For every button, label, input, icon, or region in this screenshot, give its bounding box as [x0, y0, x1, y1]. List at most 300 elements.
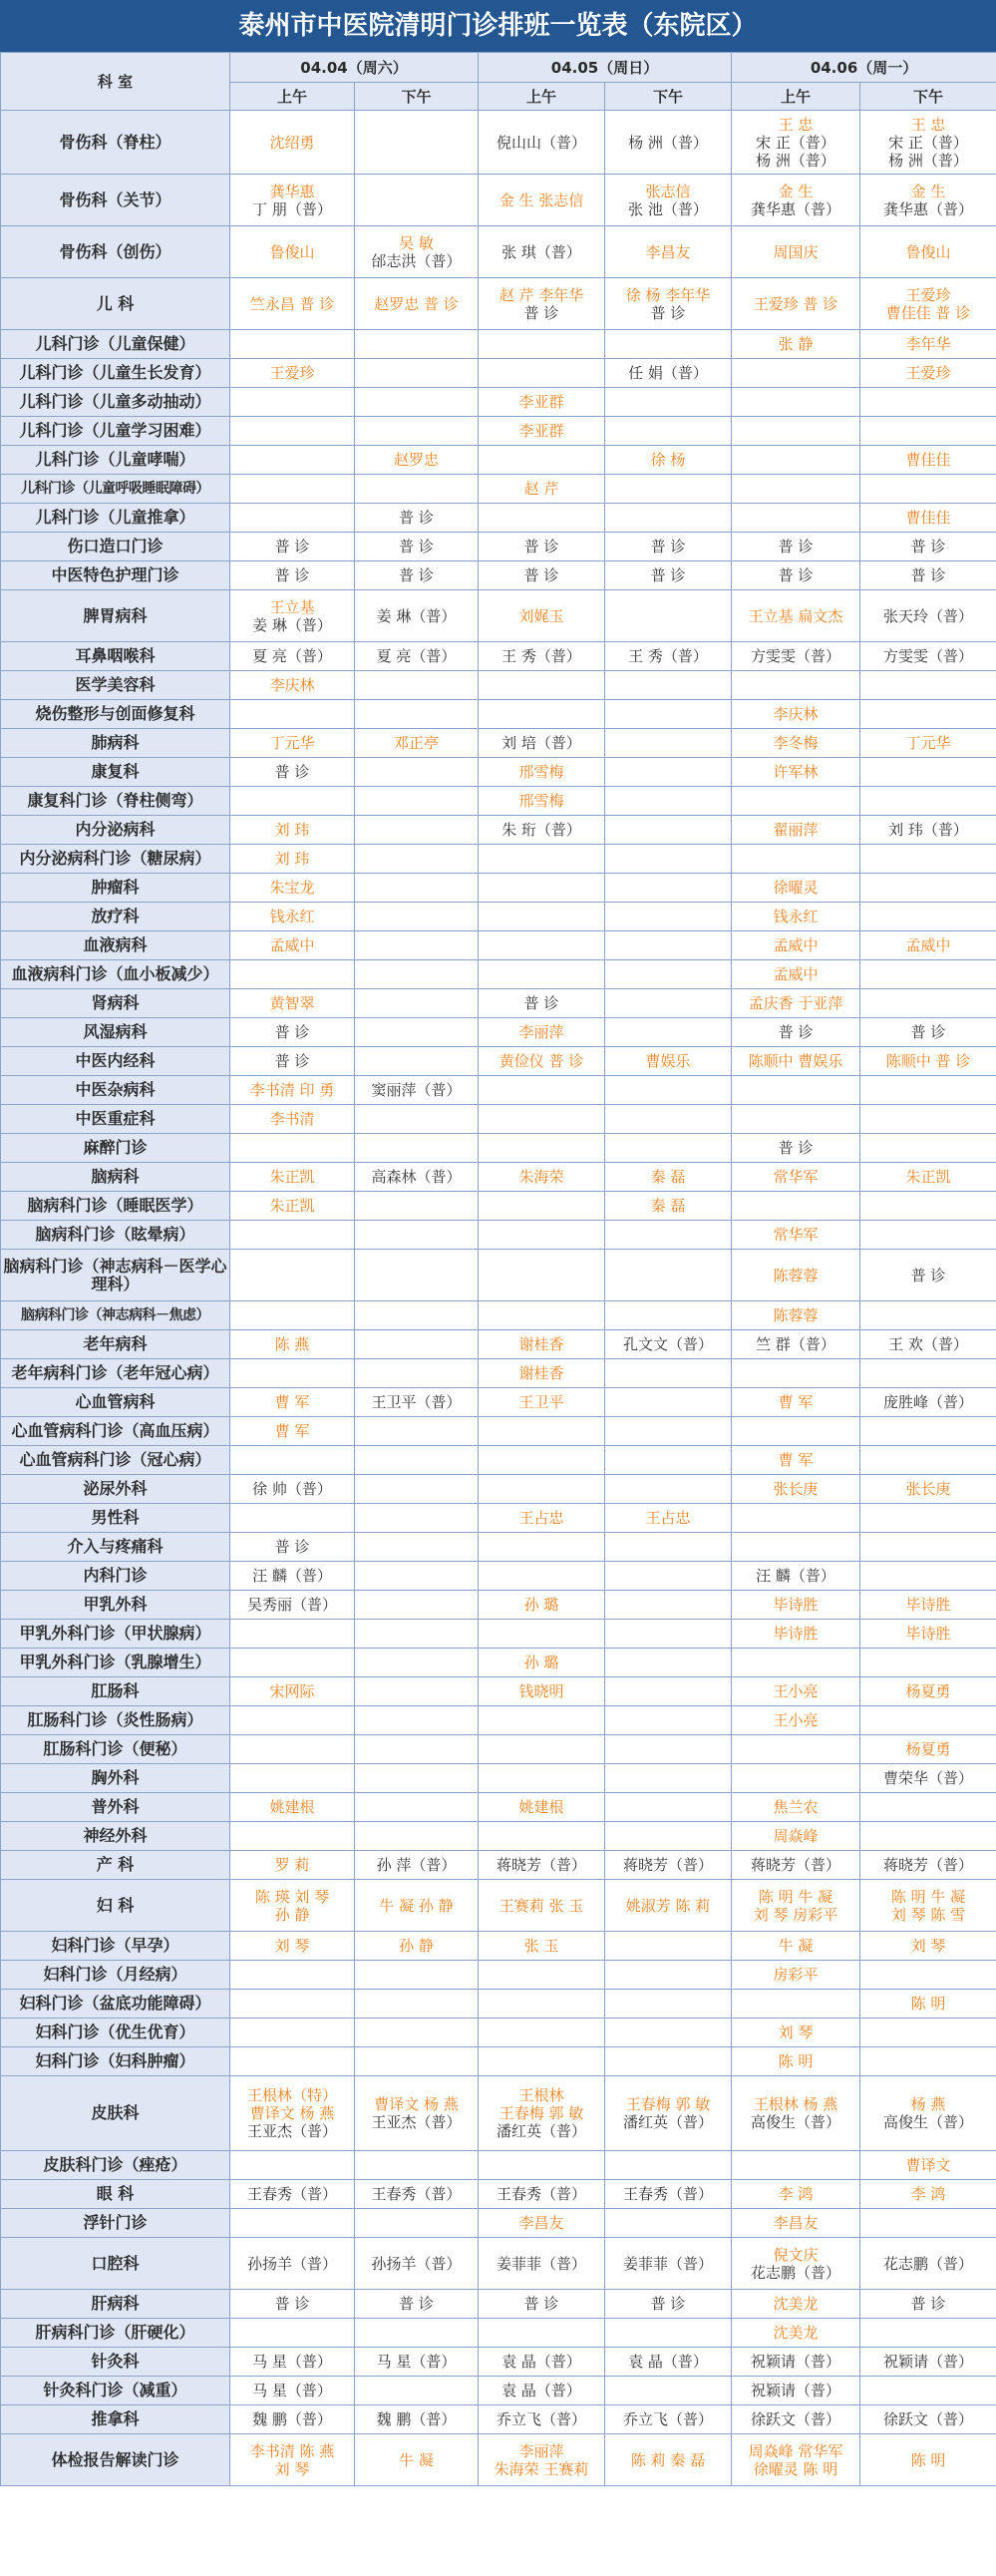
schedule-cell — [479, 1192, 605, 1221]
expert-doctor: 陈顺中 普 诊 — [885, 1052, 971, 1070]
department-name: 内分泌病科 — [1, 816, 230, 845]
general-clinic: 普 诊 — [523, 538, 559, 555]
schedule-cell — [860, 816, 996, 845]
expert-doctor: 孟威中 — [269, 936, 315, 954]
general-clinic: 徐跃文（普） — [751, 2410, 841, 2428]
schedule-cell — [732, 388, 860, 417]
expert-doctor: 张 静 — [778, 335, 814, 353]
expert-doctor: 陈 莉 秦 磊 — [630, 2450, 706, 2469]
table-row — [1, 1735, 996, 1764]
general-clinic: 杨 洲（普） — [888, 151, 968, 170]
schedule-cell — [860, 758, 996, 787]
schedule-cell — [230, 1250, 355, 1301]
expert-doctor: 刘 琴 — [910, 1937, 946, 1955]
department-name: 针灸科门诊（减重） — [1, 2377, 230, 2405]
schedule-cell — [860, 2405, 996, 2434]
department-name: 骨伤科（创伤） — [1, 226, 230, 278]
schedule-cell — [732, 278, 860, 330]
department-name: 肺病科 — [1, 729, 230, 758]
schedule-cell — [230, 2290, 355, 2319]
expert-doctor: 徐 杨 — [650, 451, 686, 469]
department-name: 皮肤科门诊（痤疮） — [1, 2151, 230, 2180]
schedule-cell — [605, 787, 732, 816]
schedule-cell — [355, 417, 479, 446]
schedule-cell — [605, 903, 732, 931]
schedule-cell — [732, 1163, 860, 1192]
schedule-cell — [355, 787, 479, 816]
schedule-cell — [605, 1417, 732, 1446]
schedule-cell — [605, 1620, 732, 1649]
expert-doctor: 李昌友 — [773, 2214, 819, 2232]
expert-doctor: 孟威中 — [773, 965, 819, 983]
expert-doctor: 刘 琴 — [778, 2024, 814, 2041]
general-clinic: 宋 正（普） — [756, 133, 835, 152]
expert-doctor: 李丽萍 — [518, 1023, 564, 1041]
table-row — [1, 278, 996, 330]
table-row — [1, 1417, 996, 1446]
schedule-cell — [860, 2238, 996, 2290]
expert-doctor: 刘 玮 — [274, 821, 310, 839]
expert-doctor: 牛 凝 — [399, 2450, 434, 2469]
expert-doctor: 邢雪梅 — [518, 763, 564, 781]
general-clinic: 普 诊 — [523, 566, 559, 584]
department-name: 肿瘤科 — [1, 874, 230, 903]
schedule-cell — [230, 1880, 355, 1932]
general-clinic: 祝颖请（普） — [751, 2382, 841, 2399]
department-name: 口腔科 — [1, 2238, 230, 2290]
schedule-cell — [355, 1417, 479, 1446]
general-clinic: 普 诊 — [910, 538, 946, 555]
table-row — [1, 989, 996, 1018]
schedule-cell — [605, 1018, 732, 1047]
expert-doctor: 钱永红 — [269, 908, 315, 925]
table-row — [1, 671, 996, 700]
schedule-cell — [860, 1417, 996, 1446]
schedule-cell — [605, 2151, 732, 2180]
expert-doctor: 毕诗胜 — [773, 1625, 819, 1643]
schedule-cell — [230, 874, 355, 903]
schedule-cell — [605, 989, 732, 1018]
schedule-cell — [230, 1134, 355, 1163]
schedule-cell — [732, 446, 860, 475]
schedule-cell — [605, 2019, 732, 2047]
schedule-cell — [479, 1047, 605, 1076]
schedule-cell — [355, 903, 479, 931]
general-clinic: 潘红英（普） — [497, 2122, 587, 2140]
schedule-cell — [860, 931, 996, 960]
department-name: 儿科门诊（儿童推拿） — [1, 504, 230, 533]
department-name: 血液病科门诊（血小板减少） — [1, 960, 230, 989]
expert-doctor: 周焱峰 常华军 — [748, 2441, 843, 2460]
expert-doctor: 徐 杨 李年华 — [625, 285, 711, 304]
schedule-cell — [479, 417, 605, 446]
schedule-cell — [479, 1562, 605, 1591]
department-name: 甲乳外科 — [1, 1591, 230, 1620]
schedule-cell — [732, 758, 860, 787]
schedule-cell — [479, 1591, 605, 1620]
pm-header: 下午 — [355, 83, 479, 111]
schedule-cell — [732, 2405, 860, 2434]
general-clinic: 王 秀（普） — [628, 647, 708, 665]
department-name: 产 科 — [1, 1851, 230, 1880]
schedule-cell — [605, 671, 732, 700]
department-name: 甲乳外科门诊（甲状腺病） — [1, 1620, 230, 1649]
schedule-cell — [732, 1192, 860, 1221]
general-clinic: 蒋晓芳（普） — [623, 1856, 714, 1874]
schedule-cell — [605, 1990, 732, 2019]
general-clinic: 乔立飞（普） — [497, 2410, 587, 2428]
table-row — [1, 359, 996, 388]
general-clinic: 姜 琳（普） — [376, 606, 457, 625]
table-row — [1, 446, 996, 475]
schedule-cell — [355, 1134, 479, 1163]
expert-doctor: 秦 磊 — [650, 1168, 686, 1186]
schedule-body — [1, 111, 996, 2486]
schedule-cell — [732, 226, 860, 278]
expert-doctor: 宋网际 — [269, 1682, 315, 1700]
expert-doctor: 邓正亭 — [394, 734, 440, 752]
general-clinic: 姜菲菲（普） — [497, 2254, 587, 2273]
schedule-cell — [860, 561, 996, 590]
table-row — [1, 226, 996, 278]
schedule-cell — [230, 1221, 355, 1250]
schedule-cell — [355, 1388, 479, 1417]
schedule-cell — [479, 111, 605, 175]
schedule-cell — [605, 2405, 732, 2434]
schedule-cell — [479, 561, 605, 590]
schedule-cell — [355, 278, 479, 330]
general-clinic: 王春秀（普） — [246, 2185, 337, 2203]
schedule-cell — [230, 111, 355, 175]
general-clinic: 王 欢（普） — [888, 1335, 968, 1353]
expert-doctor: 孙 璐 — [523, 1654, 559, 1671]
expert-doctor: 李年华 — [905, 335, 951, 353]
schedule-cell — [230, 446, 355, 475]
table-row — [1, 1301, 996, 1330]
schedule-cell — [605, 1388, 732, 1417]
general-clinic: 普 诊 — [274, 538, 310, 555]
schedule-cell — [605, 845, 732, 874]
schedule-cell — [355, 1359, 479, 1388]
schedule-cell — [230, 1301, 355, 1330]
schedule-cell — [230, 1533, 355, 1562]
schedule-cell — [479, 2377, 605, 2405]
schedule-cell — [479, 1417, 605, 1446]
schedule-cell — [230, 504, 355, 533]
department-name: 男性科 — [1, 1504, 230, 1533]
schedule-cell — [355, 111, 479, 175]
general-clinic: 祝颖请（普） — [883, 2353, 974, 2371]
expert-doctor: 王小亮 — [773, 1682, 819, 1700]
schedule-cell — [355, 1851, 479, 1880]
schedule-cell — [479, 758, 605, 787]
general-clinic: 魏 鹏（普） — [252, 2410, 332, 2428]
schedule-cell — [860, 1961, 996, 1990]
expert-doctor: 钱晓明 — [518, 1682, 564, 1700]
table-row — [1, 1221, 996, 1250]
schedule-cell — [605, 278, 732, 330]
general-clinic: 普 诊 — [274, 1538, 310, 1556]
table-row — [1, 1250, 996, 1301]
general-clinic: 普 诊 — [778, 1023, 814, 1041]
table-row — [1, 1047, 996, 1076]
schedule-cell — [479, 1475, 605, 1504]
schedule-cell — [355, 1706, 479, 1735]
schedule-cell — [732, 2076, 860, 2151]
expert-doctor: 曹佳佳 — [905, 509, 951, 527]
expert-doctor: 龚华惠 — [269, 182, 315, 200]
schedule-cell — [355, 845, 479, 874]
expert-doctor: 刘 玮 — [274, 850, 310, 868]
general-clinic: 普 诊 — [399, 2295, 434, 2313]
schedule-cell — [230, 1163, 355, 1192]
general-clinic: 袁 晶（普） — [501, 2382, 581, 2399]
schedule-cell — [732, 475, 860, 504]
schedule-cell — [732, 561, 860, 590]
schedule-cell — [860, 1851, 996, 1880]
schedule-cell — [355, 2151, 479, 2180]
general-clinic: 袁 晶（普） — [501, 2353, 581, 2371]
schedule-cell — [732, 1793, 860, 1822]
table-row — [1, 330, 996, 359]
general-clinic: 蒋晓芳（普） — [497, 1856, 587, 1874]
schedule-cell — [230, 1047, 355, 1076]
schedule-cell — [230, 175, 355, 226]
table-row — [1, 931, 996, 960]
schedule-cell — [605, 1562, 732, 1591]
expert-doctor: 李庆林 — [269, 676, 315, 694]
schedule-cell — [732, 504, 860, 533]
department-name: 老年病科 — [1, 1330, 230, 1359]
general-clinic: 刘 培（普） — [501, 734, 581, 752]
expert-doctor: 赵 芹 李年华 — [498, 285, 584, 304]
general-clinic: 孙 萍（普） — [376, 1856, 457, 1874]
schedule-cell — [732, 2290, 860, 2319]
schedule-cell — [479, 475, 605, 504]
table-row — [1, 111, 996, 175]
schedule-cell — [860, 2348, 996, 2377]
expert-doctor: 李庆林 — [773, 705, 819, 723]
schedule-cell — [355, 1504, 479, 1533]
schedule-cell — [230, 590, 355, 642]
schedule-cell — [355, 1301, 479, 1330]
department-name: 内分泌病科门诊（糖尿病） — [1, 845, 230, 874]
table-row — [1, 1822, 996, 1851]
schedule-cell — [605, 1764, 732, 1793]
expert-doctor: 陈 明 — [778, 2052, 814, 2070]
schedule-cell — [355, 1735, 479, 1764]
schedule-cell — [355, 874, 479, 903]
schedule-cell — [732, 533, 860, 561]
expert-doctor: 房彩平 — [773, 1966, 819, 1984]
schedule-cell — [355, 2019, 479, 2047]
schedule-cell — [860, 1076, 996, 1105]
schedule-cell — [355, 475, 479, 504]
schedule-cell — [355, 533, 479, 561]
expert-doctor: 李亚群 — [518, 422, 564, 440]
schedule-cell — [732, 1105, 860, 1134]
general-clinic: 徐跃文（普） — [883, 2410, 974, 2428]
schedule-cell — [230, 2377, 355, 2405]
expert-doctor: 杨夏勇 — [905, 1682, 951, 1700]
general-clinic: 张 池（普） — [628, 199, 708, 218]
table-row — [1, 2405, 996, 2434]
general-clinic: 王春秀（普） — [623, 2185, 714, 2203]
expert-doctor: 曹 军 — [274, 1422, 310, 1440]
expert-doctor: 王卫平 — [518, 1393, 564, 1411]
expert-doctor: 王根林 杨 燕 — [753, 2095, 838, 2113]
schedule-cell — [732, 590, 860, 642]
schedule-cell — [732, 845, 860, 874]
schedule-cell — [479, 1221, 605, 1250]
schedule-cell — [479, 642, 605, 671]
schedule-cell — [605, 1047, 732, 1076]
department-name: 甲乳外科门诊（乳腺增生） — [1, 1649, 230, 1677]
schedule-cell — [605, 1446, 732, 1475]
general-clinic: 普 诊 — [910, 2295, 946, 2313]
schedule-cell — [605, 2238, 732, 2290]
expert-doctor: 曹 军 — [778, 1393, 814, 1411]
table-row — [1, 2019, 996, 2047]
dept-column-header: 科 室 — [1, 53, 230, 111]
expert-doctor: 曹 军 — [778, 1451, 814, 1469]
schedule-cell — [860, 2290, 996, 2319]
schedule-table — [0, 52, 996, 2486]
schedule-cell — [479, 1301, 605, 1330]
schedule-cell — [230, 2047, 355, 2076]
schedule-cell — [479, 1163, 605, 1192]
schedule-cell — [605, 1706, 732, 1735]
schedule-cell — [605, 388, 732, 417]
schedule-cell — [860, 671, 996, 700]
schedule-cell — [230, 931, 355, 960]
department-name: 伤口造口门诊 — [1, 533, 230, 561]
schedule-cell — [355, 960, 479, 989]
general-clinic: 王亚杰（普） — [371, 2113, 462, 2131]
department-name: 神经外科 — [1, 1822, 230, 1851]
general-clinic: 马 星（普） — [376, 2353, 457, 2371]
schedule-cell — [355, 2076, 479, 2151]
schedule-cell — [479, 1446, 605, 1475]
department-name: 儿科门诊（儿童生长发育） — [1, 359, 230, 388]
general-clinic: 普 诊 — [399, 509, 434, 527]
expert-doctor: 李亚群 — [518, 393, 564, 411]
department-name: 推拿科 — [1, 2405, 230, 2434]
schedule-cell — [732, 1990, 860, 2019]
department-name: 肛肠科 — [1, 1677, 230, 1706]
expert-doctor: 朱海荣 — [518, 1168, 564, 1186]
general-clinic: 孔文文（普） — [623, 1335, 714, 1353]
schedule-cell — [860, 1504, 996, 1533]
general-clinic: 孙扬羊（普） — [371, 2254, 462, 2273]
schedule-cell — [479, 816, 605, 845]
department-name: 泌尿外科 — [1, 1475, 230, 1504]
schedule-cell — [230, 1851, 355, 1880]
schedule-cell — [230, 2319, 355, 2348]
expert-doctor: 孟威中 — [773, 936, 819, 954]
expert-doctor: 陈 明 — [910, 1995, 946, 2013]
schedule-cell — [860, 1192, 996, 1221]
expert-doctor: 陈顺中 曹娱乐 — [748, 1052, 843, 1070]
schedule-cell — [605, 1735, 732, 1764]
schedule-cell — [230, 1105, 355, 1134]
schedule-cell — [479, 388, 605, 417]
schedule-cell — [230, 359, 355, 388]
schedule-cell — [860, 475, 996, 504]
expert-doctor: 姚淑芳 陈 莉 — [625, 1896, 711, 1915]
table-row — [1, 874, 996, 903]
expert-doctor: 常华军 — [773, 1226, 819, 1244]
expert-doctor: 王爱珍 — [905, 285, 951, 304]
schedule-cell — [355, 1562, 479, 1591]
table-row — [1, 787, 996, 816]
schedule-cell — [732, 1822, 860, 1851]
expert-doctor: 刘娓玉 — [518, 606, 564, 625]
department-name: 肝病科门诊（肝硬化） — [1, 2319, 230, 2348]
schedule-cell — [230, 642, 355, 671]
expert-doctor: 金 生 — [910, 182, 946, 200]
schedule-cell — [732, 1359, 860, 1388]
department-name: 血液病科 — [1, 931, 230, 960]
schedule-cell — [732, 903, 860, 931]
schedule-cell — [605, 533, 732, 561]
schedule-cell — [479, 2180, 605, 2209]
schedule-cell — [230, 278, 355, 330]
schedule-cell — [479, 330, 605, 359]
schedule-cell — [860, 330, 996, 359]
schedule-cell — [479, 1620, 605, 1649]
schedule-cell — [230, 2238, 355, 2290]
schedule-cell — [860, 446, 996, 475]
schedule-cell — [605, 1163, 732, 1192]
department-name: 放疗科 — [1, 903, 230, 931]
schedule-cell — [860, 2319, 996, 2348]
schedule-cell — [860, 903, 996, 931]
schedule-cell — [605, 1961, 732, 1990]
schedule-cell — [479, 504, 605, 533]
schedule-cell — [605, 816, 732, 845]
schedule-cell — [732, 1932, 860, 1961]
schedule-cell — [860, 1105, 996, 1134]
expert-doctor: 曹译文 杨 燕 — [249, 2104, 335, 2122]
schedule-cell — [605, 1330, 732, 1359]
schedule-cell — [355, 2348, 479, 2377]
expert-doctor: 曹 军 — [274, 1393, 310, 1411]
schedule-cell — [230, 1417, 355, 1446]
schedule-cell — [479, 1764, 605, 1793]
general-clinic: 祝颖请（普） — [751, 2353, 841, 2371]
schedule-cell — [355, 2180, 479, 2209]
department-name: 儿科门诊（儿童保健） — [1, 330, 230, 359]
department-name: 心血管病科 — [1, 1388, 230, 1417]
schedule-cell — [479, 1649, 605, 1677]
schedule-cell — [230, 1706, 355, 1735]
schedule-cell — [732, 1880, 860, 1932]
schedule-cell — [355, 1990, 479, 2019]
schedule-cell — [732, 2348, 860, 2377]
schedule-cell — [479, 2319, 605, 2348]
schedule-cell — [860, 1475, 996, 1504]
table-row — [1, 1591, 996, 1620]
schedule-cell — [860, 1359, 996, 1388]
expert-doctor: 王占忠 — [518, 1509, 564, 1527]
expert-doctor: 徐曜灵 — [773, 879, 819, 897]
department-name: 妇科门诊（月经病） — [1, 1961, 230, 1990]
expert-doctor: 曹译文 杨 燕 — [374, 2095, 459, 2113]
schedule-cell — [355, 1961, 479, 1990]
schedule-cell — [355, 1163, 479, 1192]
general-clinic: 普 诊 — [274, 1023, 310, 1041]
